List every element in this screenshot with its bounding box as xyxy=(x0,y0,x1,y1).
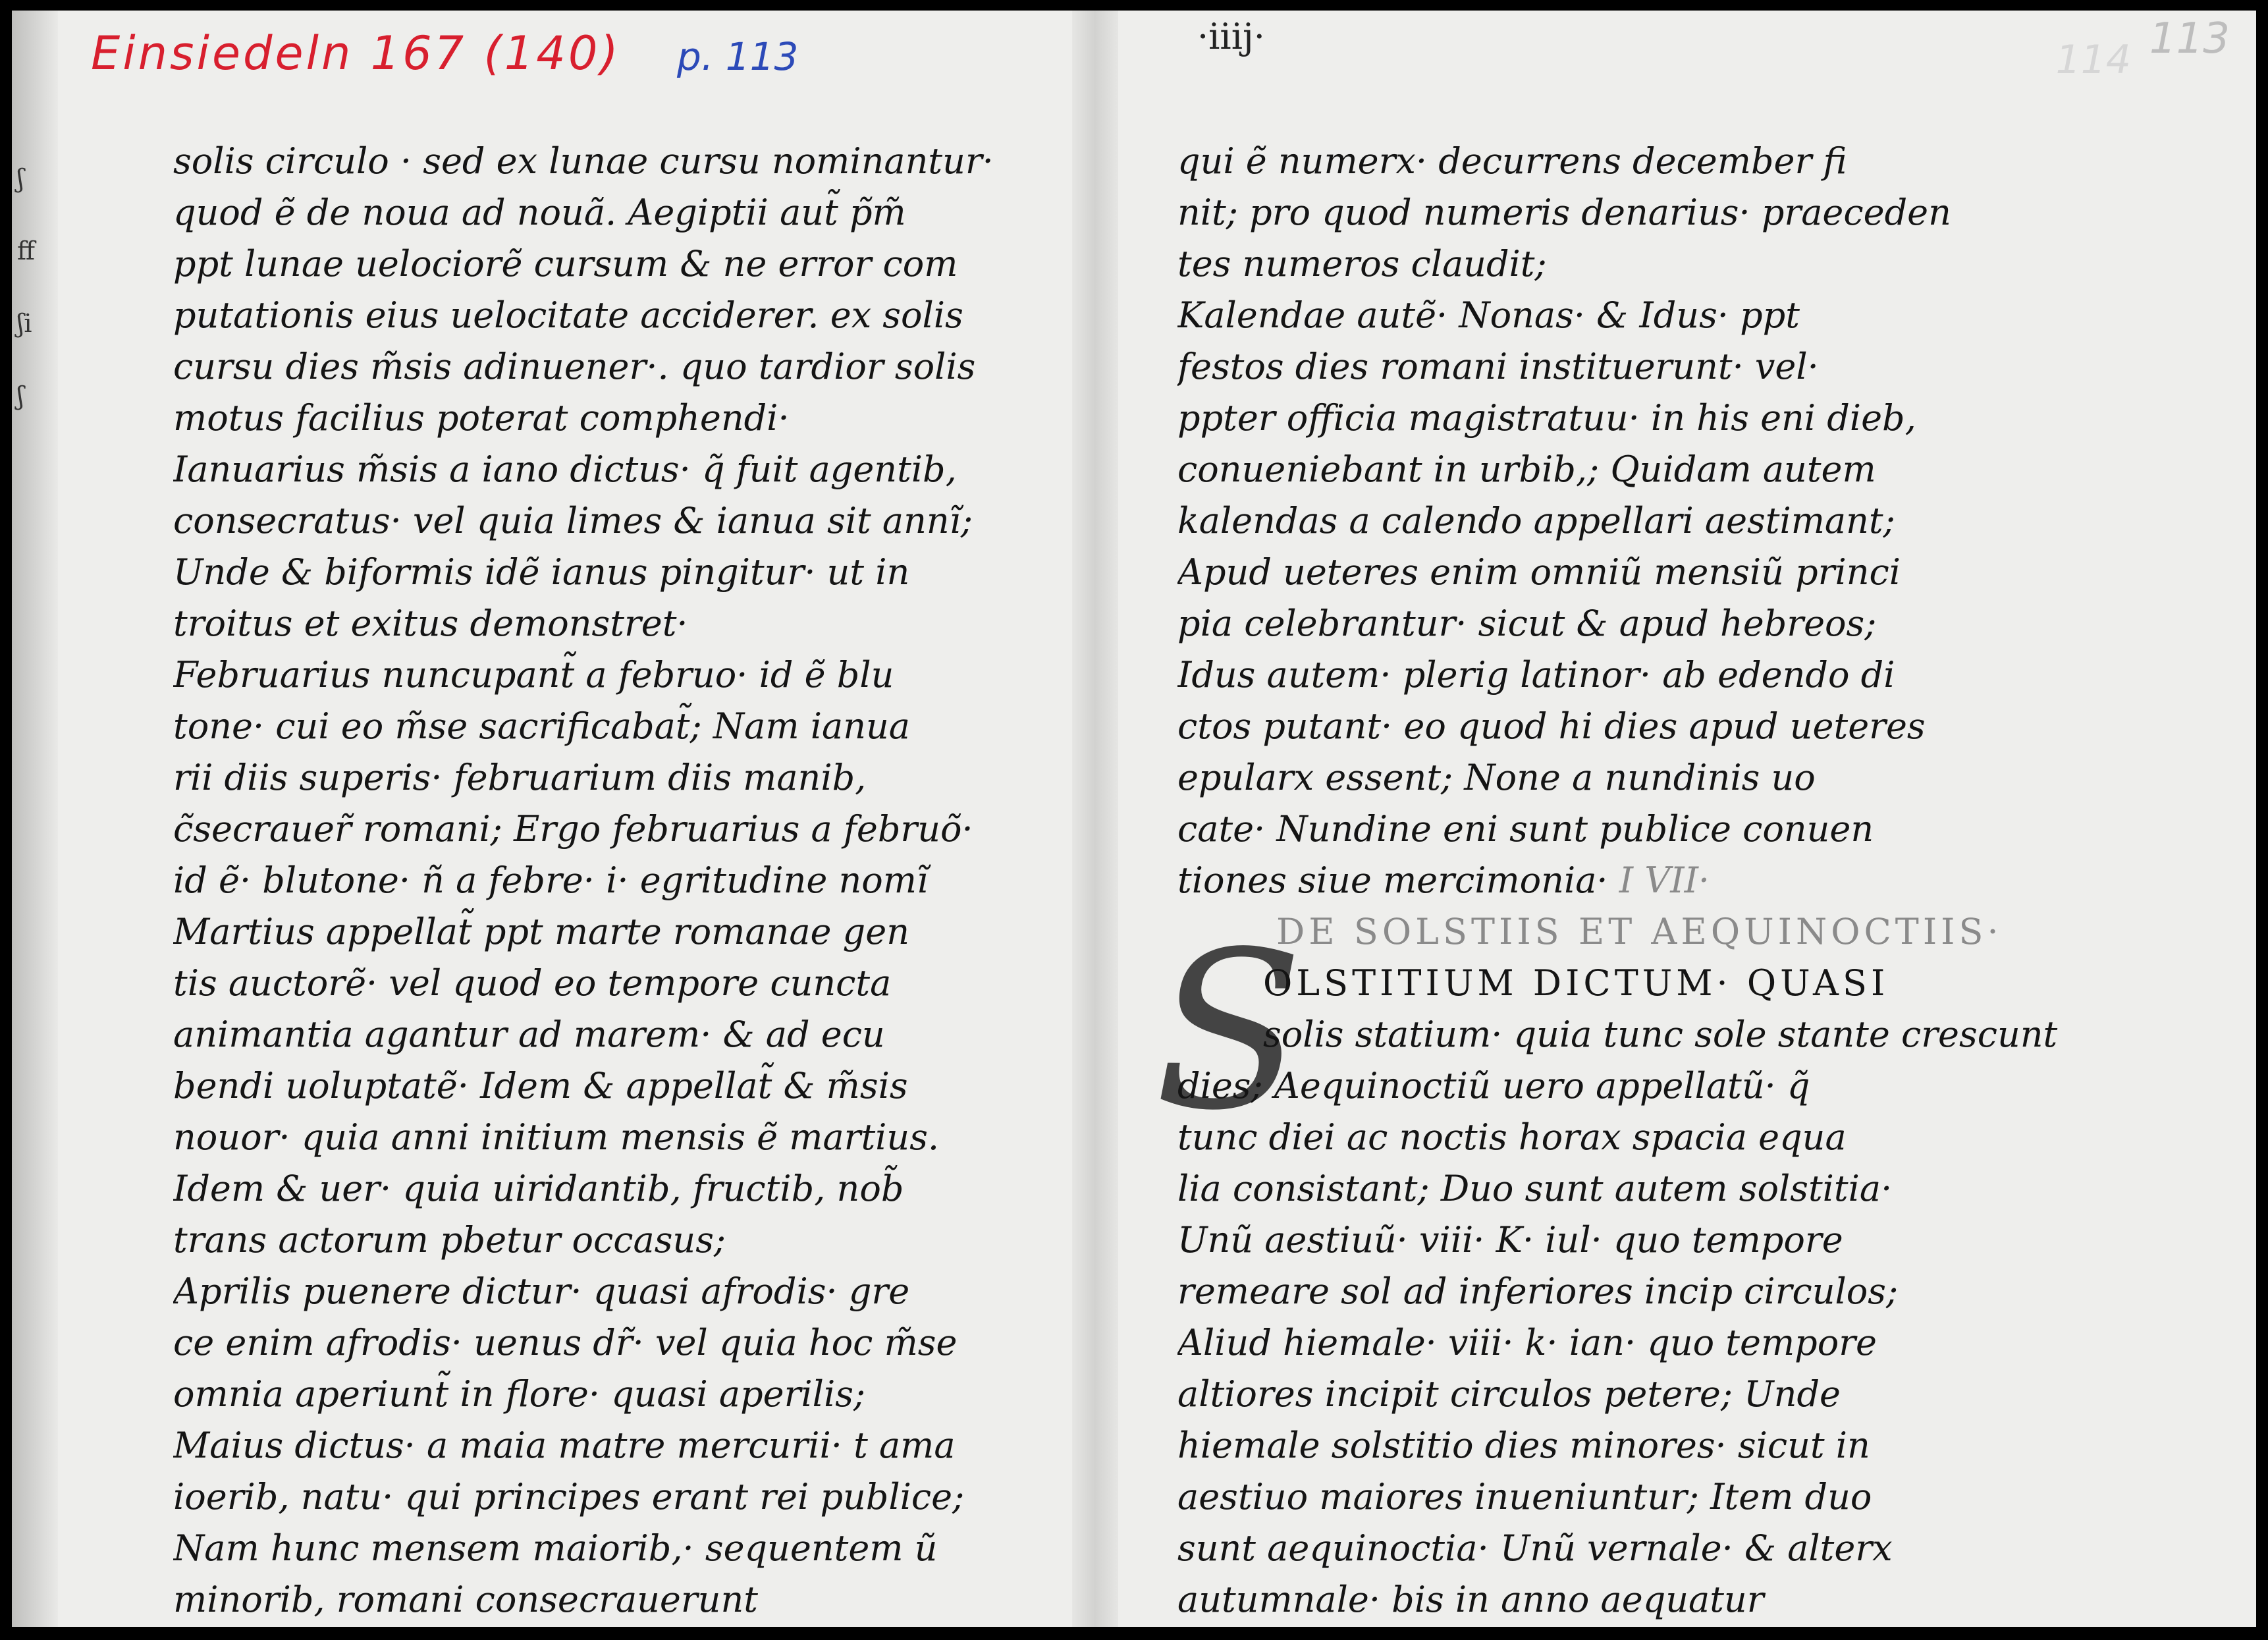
faint-page-number: 114 xyxy=(2055,37,2131,83)
text-line: festos dies romani instituerunt· vel· xyxy=(1177,346,1819,387)
text-line: conueniebant in urbib,; Quidam autem xyxy=(1177,449,1876,490)
text-line: Idus autem· plerig latinor· ab edendo di xyxy=(1177,654,1895,696)
text-line: tiones siue mercimonia· I VII· xyxy=(1177,860,1710,901)
text-line: hiemale solstitio dies minores· sicut in xyxy=(1177,1425,1870,1466)
text-line: ctos putant· eo quod hi dies apud ueteres xyxy=(1177,705,1926,747)
text-line: lia consistant; Duo sunt autem solstitia· xyxy=(1177,1168,1893,1209)
folio-number: ·iiij· xyxy=(1197,16,1265,57)
text-line: Februarius nuncupant̃ a februo· id ẽ blu xyxy=(173,654,894,696)
text-line: Martius appellat̃ ppt marte romanae gen xyxy=(173,911,909,952)
text-line: cursu dies m̃sis adinuener·. quo tardior solis xyxy=(173,346,976,387)
text-line: c̃secrauer̃ romani; Ergo februarius a februõ· xyxy=(173,808,973,850)
text-line: nit; pro quod numeris denarius· praeceden xyxy=(1177,192,1951,233)
shelfmark-annotation: Einsiedeln 167 (140) xyxy=(91,26,621,80)
text-line: pia celebrantur· sicut & apud hebreos; xyxy=(1177,603,1877,644)
decorated-initial: S xyxy=(1154,905,1304,1158)
text-line: Nam hunc mensem maiorib,· sequentem ũ xyxy=(173,1527,938,1569)
text-line: nouor· quia anni initium mensis ẽ martius. xyxy=(173,1116,940,1158)
text-line: minorib, romani consecrauerunt xyxy=(173,1579,758,1620)
text-line: tunc diei ac noctis horax spacia equa xyxy=(1177,1116,1847,1158)
text-line: Kalendae autẽ· Nonas· & Idus· ppt xyxy=(1177,294,1800,336)
edge-marks: ʃ ff ʃi ʃ xyxy=(17,164,35,410)
text-line: tis auctorẽ· vel quod eo tempore cuncta xyxy=(173,962,892,1004)
text-line: cate· Nundine eni sunt publice conuen xyxy=(1177,808,1874,850)
text-line: kalendas a calendo appellari aestimant; xyxy=(1177,500,1895,541)
right-column xyxy=(1177,136,2231,1626)
page-ref-annotation: p. 113 xyxy=(677,34,799,79)
manuscript-page xyxy=(12,11,2256,1627)
text-line: animantia agantur ad marem· & ad ecu xyxy=(173,1014,885,1055)
text-line: quod ẽ de noua ad nouã. Aegiptii aut̃ p̃m̃ xyxy=(173,192,906,233)
section-heading: DE SOLSTIIS ET AEQUINOCTIIS· xyxy=(1276,911,2003,952)
text-line: qui ẽ numerx· decurrens december fi xyxy=(1177,140,1847,182)
text-line: troitus et exitus demonstret· xyxy=(173,603,688,644)
text-line: ppt lunae uelociorẽ cursum & ne error com xyxy=(173,243,958,285)
text-line: autumnale· bis in anno aequatur xyxy=(1177,1579,1764,1620)
text-line: consecratus· vel quia limes & ianua sit annĩ; xyxy=(173,500,973,541)
text-line: tes numeros claudit; xyxy=(1177,243,1547,285)
text-line: remeare sol ad inferiores incip circulos; xyxy=(1177,1271,1899,1312)
text-line: id ẽ· blutone· ñ a febre· i· egritudine nomĩ xyxy=(173,860,929,901)
text-line: sunt aequinoctia· Unũ vernale· & alterx xyxy=(1177,1527,1893,1569)
text-line: rii diis superis· februarium diis manib, xyxy=(173,757,867,798)
text-line: Aprilis puenere dictur· quasi afrodis· gre xyxy=(173,1271,910,1312)
text-line: Idem & uer· quia uiridantib, fructib, nob̃ xyxy=(173,1168,904,1209)
text-line: ioerib, natu· qui principes erant rei publice; xyxy=(173,1476,965,1517)
text-line: aestiuo maiores inueniuntur; Item duo xyxy=(1177,1476,1872,1517)
left-column xyxy=(173,136,1108,1626)
text-line: ppter officia magistratuu· in his eni dieb, xyxy=(1177,397,1916,439)
text-line: motus facilius poterat comphendi· xyxy=(173,397,790,439)
text-line: Maius dictus· a maia matre mercurii· t ama xyxy=(173,1425,956,1466)
text-line: Unde & biformis idẽ ianus pingitur· ut in xyxy=(173,551,910,593)
text-line: ce enim afrodis· uenus dr̃· vel quia hoc m̃se xyxy=(173,1322,958,1363)
page-number: 113 xyxy=(2149,14,2230,63)
marginal-numeral: I VII· xyxy=(1619,860,1710,901)
text-line: epularx essent; None a nundinis uo xyxy=(1177,757,1816,798)
text-line: putationis eius uelocitate acciderer. ex solis xyxy=(173,294,963,336)
text-line: tone· cui eo m̃se sacrificabat̃; Nam ianua xyxy=(173,705,910,747)
text-line: Aliud hiemale· viii· k· ian· quo tempore xyxy=(1177,1322,1877,1363)
text-line: solis circulo · sed ex lunae cursu nominantur· xyxy=(173,140,994,182)
text-line: Apud ueteres enim omniũ mensiũ princi xyxy=(1177,551,1901,593)
text-line: Unũ aestiuũ· viii· K· iul· quo tempore xyxy=(1177,1219,1843,1261)
text-line: solis statium· quia tunc sole stante crescunt xyxy=(1263,1014,2058,1055)
text-line: altiores incipit circulos petere; Unde xyxy=(1177,1373,1841,1415)
text-line: trans actorum pbetur occasus; xyxy=(173,1219,726,1261)
text-line: Ianuarius m̃sis a iano dictus· q̃ fuit agentib, xyxy=(173,449,957,490)
text-line: dies; Aequinoctiũ uero appellatũ· q̃ xyxy=(1177,1065,1810,1107)
text-line: omnia aperiunt̃ in flore· quasi aperilis; xyxy=(173,1373,866,1415)
text-line: OLSTITIUM DICTUM· QUASI xyxy=(1263,962,1889,1004)
text-line: bendi uoluptatẽ· Idem & appellat̃ & m̃sis xyxy=(173,1065,908,1107)
